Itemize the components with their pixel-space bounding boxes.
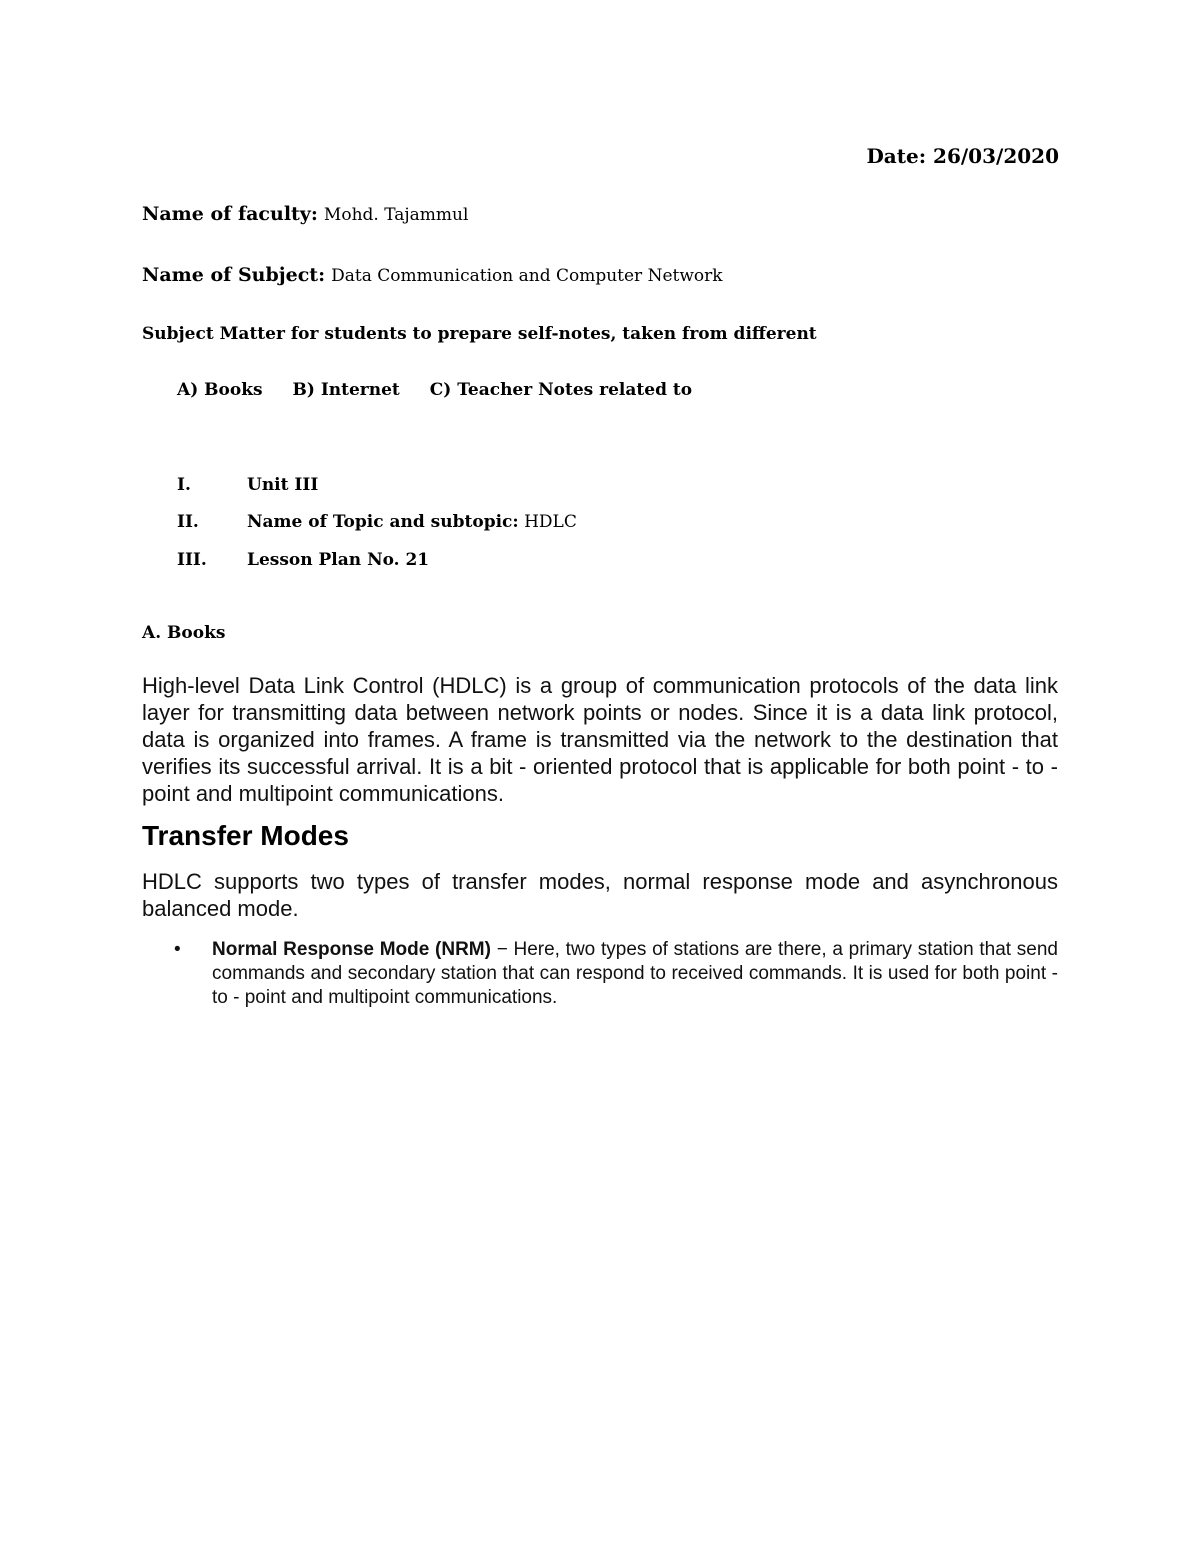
- document-date: Date: 26/03/2020: [866, 144, 1059, 168]
- transfer-modes-heading: Transfer Modes: [142, 820, 349, 851]
- section-heading-books: A. Books: [142, 623, 226, 643]
- faculty-label: Name of faculty:: [142, 203, 318, 225]
- bullet-term: Normal Response Mode (NRM): [212, 939, 491, 960]
- outline-number: II.: [177, 512, 199, 532]
- outline-item-topic: [177, 512, 577, 532]
- outline-number: III.: [177, 550, 207, 570]
- outline-label: Unit III: [247, 475, 319, 495]
- transfer-modes-paragraph: HDLC supports two types of transfer modes, normal response mode and asynchronous balanced mode.: [142, 869, 1058, 921]
- subject-label: Name of Subject:: [142, 264, 326, 286]
- outline-label: Lesson Plan No. 21: [247, 550, 430, 570]
- outline-item-lesson-plan: [177, 550, 429, 570]
- outline-value: HDLC: [518, 512, 577, 532]
- list-item: [172, 938, 1058, 1010]
- sources-line: [177, 380, 716, 400]
- transfer-modes-list: [172, 938, 1058, 1010]
- outline-label: Name of Topic and subtopic:: [247, 512, 519, 532]
- bullet-text: − Here, two types of stations are there, a primary station that send commands and secondary station that can respond to received commands. It is used for both point - to - point and multipoint communications.: [212, 939, 1059, 1008]
- hdlc-intro-paragraph: High-level Data Link Control (HDLC) is a group of communication protocols of the data link layer for transmitting data between network points or nodes. Since it is a data link protocol, data is organized into frames. A frame is transmitted via the network to the destination that verifies its successful arrival. It is a bit - oriented protocol that is applicable for both point - to - point and multipoint communications.: [142, 673, 1058, 806]
- source-internet: B) Internet: [292, 380, 400, 400]
- outline-number: I.: [177, 475, 191, 495]
- subject-line: [142, 264, 723, 286]
- faculty-line: [142, 203, 468, 225]
- source-teacher-notes: C) Teacher Notes related to: [429, 380, 693, 400]
- subject-value: Data Communication and Computer Network: [331, 266, 723, 286]
- bullet-icon: •: [174, 939, 181, 960]
- faculty-value: Mohd. Tajammul: [323, 205, 469, 225]
- source-books: A) Books: [177, 380, 263, 400]
- subject-matter-line: Subject Matter for students to prepare self-notes, taken from different: [142, 324, 817, 344]
- outline-item-unit: [177, 475, 318, 495]
